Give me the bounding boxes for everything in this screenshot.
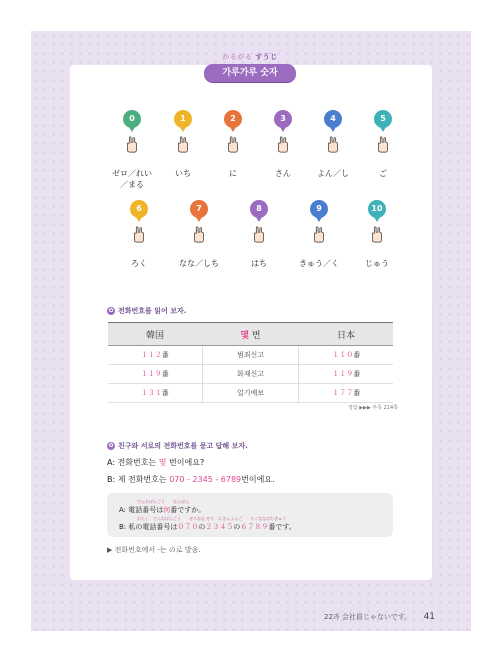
- flower-icon: ✿: [108, 442, 114, 449]
- number-3: [274, 110, 292, 157]
- number-reading: さん: [275, 169, 291, 178]
- number-bubble: 8: [250, 200, 268, 218]
- number-10: [368, 200, 386, 247]
- number-bubble: 6: [130, 200, 148, 218]
- jp-a-ruby: でんわばんごう なんばん: [137, 499, 189, 504]
- hand-gesture-icon: [368, 225, 386, 243]
- number-4: [324, 110, 342, 157]
- hand-gesture-icon: [224, 135, 242, 153]
- subtitle-a: かるがる: [222, 53, 253, 61]
- number-reading: はち: [251, 259, 267, 268]
- number-1: [174, 110, 192, 157]
- number-reading: ご: [379, 169, 387, 178]
- pronunciation-note: ▶ 전화번호에서 -는 の로 발음.: [107, 546, 201, 554]
- page-footer: [324, 612, 435, 622]
- number-reading: ろく: [131, 259, 147, 268]
- number-bubble: 9: [310, 200, 328, 218]
- hand-gesture-icon: [324, 135, 342, 153]
- section-ask-phone: [107, 441, 248, 451]
- number-bubble: 10: [368, 200, 386, 218]
- header-what-number: 몇 번: [202, 323, 299, 346]
- flower-icon: ✿: [108, 307, 114, 314]
- number-bubble: 7: [190, 200, 208, 218]
- number-reading: に: [229, 169, 237, 178]
- page-title: 가루가루 숫자: [204, 64, 296, 82]
- section-read-phone: [107, 306, 186, 316]
- section-read-phone-label: 전화번호를 읽어 보자.: [118, 307, 187, 315]
- jp-dialog-a: A: 電話番号は何番ですか。: [119, 506, 206, 514]
- page-number: 41: [423, 612, 436, 622]
- hand-gesture-icon: [190, 225, 208, 243]
- number-6: [130, 200, 148, 247]
- subtitle-b: すうじ: [255, 53, 278, 61]
- hand-gesture-icon: [174, 135, 192, 153]
- number-bubble: 0: [123, 110, 141, 128]
- title-block: [200, 52, 300, 82]
- header-korea: 韓国: [108, 323, 202, 346]
- number-2: [224, 110, 242, 157]
- number-8: [250, 200, 268, 247]
- number-7: [190, 200, 208, 247]
- number-bubble: 1: [174, 110, 192, 128]
- number-reading: なな／しち: [179, 259, 219, 268]
- number-bubble: 5: [374, 110, 392, 128]
- number-reading: いち: [175, 169, 191, 178]
- hand-gesture-icon: [130, 225, 148, 243]
- table-header-row: [108, 323, 393, 346]
- jp-b-ruby: わたし でんわばんごう ぜろなな ぜろ にさんよんご ろくななはちきゅう: [137, 516, 287, 521]
- header-japan: 日本: [299, 323, 393, 346]
- number-reading: じゅう: [365, 259, 389, 268]
- number-9: [310, 200, 328, 247]
- number-bubble: 3: [274, 110, 292, 128]
- phone-table: [108, 322, 393, 403]
- number-bubble: 2: [224, 110, 242, 128]
- hand-gesture-icon: [374, 135, 392, 153]
- hand-gesture-icon: [310, 225, 328, 243]
- number-reading-2: ／まる: [120, 180, 144, 189]
- table-row: １３１番 일기예보 １７７番: [108, 384, 393, 403]
- number-reading: きゅう／く: [299, 259, 339, 268]
- hand-gesture-icon: [123, 135, 141, 153]
- section-ask-phone-label: 친구와 서로의 전화번호를 묻고 답해 보자.: [118, 442, 248, 450]
- number-bubble: 4: [324, 110, 342, 128]
- number-reading: ゼロ／れい: [112, 169, 152, 178]
- dialog-b: B: 제 전화번호는 070 - 2345 - 6789번이에요.: [107, 475, 275, 484]
- number-0: [123, 110, 141, 157]
- number-5: [374, 110, 392, 157]
- table-row: １１９番 화재신고 １１９番: [108, 365, 393, 384]
- dialog-a: A: 전화번호는 몇 번이에요?: [107, 458, 205, 467]
- lesson-title: 22과 会社員じゃないです。: [324, 613, 412, 621]
- answer-reference: 정답 ▶▶▶ 부록 214쪽: [348, 405, 398, 411]
- table-row: １１２番 범죄신고 １１０番: [108, 346, 393, 365]
- title-subtitle: [200, 52, 300, 62]
- hand-gesture-icon: [274, 135, 292, 153]
- japanese-dialog-box: [107, 493, 393, 537]
- jp-dialog-b: B: 私の電話番号は０７０の２３４５の６７８９番です。: [119, 523, 296, 531]
- number-reading: よん／し: [317, 169, 349, 178]
- hand-gesture-icon: [250, 225, 268, 243]
